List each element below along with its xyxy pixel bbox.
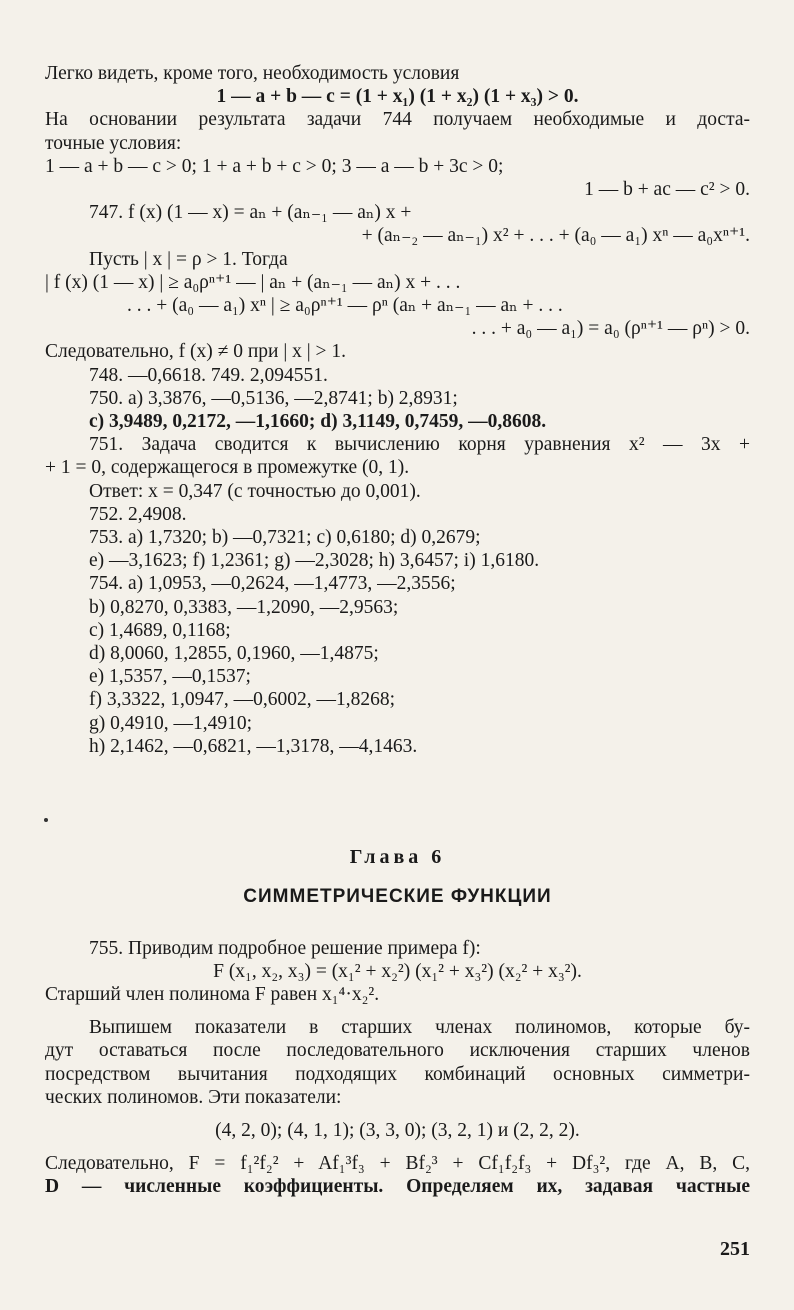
ink-dot [44,818,48,822]
chapter-heading: Глава 6 [349,846,446,869]
formula-line: + (aₙ₋₂ — aₙ₋₁) x² + . . . + (a₀ — a₁) xⁿ — a₀xⁿ⁺¹. [361,225,750,247]
text-line: ческих полиномов. Эти показатели: [45,1086,342,1108]
answer-line: 750. a) 3,3876, —0,5136, —2,8741; b) 2,8931; [89,387,458,409]
text-line: D — численные коэффициенты. Определяем их, задавая частные [45,1176,750,1198]
answer-line: 753. a) 1,7320; b) —0,7321; c) 0,6180; d) 0,2679; [89,527,481,549]
answer-line: e) —3,1623; f) 1,2361; g) —2,3028; h) 3,6457; i) 1,6180. [89,550,540,572]
text-line: 751. Задача сводится к вычислению корня уравнения x² — 3x + [89,434,750,456]
formula-line: (4, 2, 0); (4, 1, 1); (3, 3, 0); (3, 2, 1) и (2, 2, 2). [215,1119,580,1141]
answer-line: d) 8,0060, 1,2855, 0,1960, —1,4875; [89,643,379,665]
text-line: Следовательно, F = f₁²f₂² + Af₁³f₃ + Bf₂³ + Cf₁f₂f₃ + Df₃², где A, B, C, [45,1153,750,1175]
answer-line: h) 2,1462, —0,6821, —1,3178, —4,1463. [89,735,418,757]
answer-line: g) 0,4910, —1,4910; [89,712,253,734]
answer-line: 754. a) 1,0953, —0,2624, —1,4773, —2,3556; [89,573,456,595]
answer-line: e) 1,5357, —0,1537; [89,666,251,688]
answer-line: c) 3,9489, 0,2172, —1,1660; d) 3,1149, 0,7459, —0,8608. [89,411,547,433]
page-body [45,62,750,1199]
formula-line: 747. f (x) (1 — x) = aₙ + (aₙ₋₁ — aₙ) x + [89,202,412,224]
text-line: На основании результата задачи 744 получаем необходимые и доста- [45,109,750,131]
answer-line: 748. —0,6618. 749. 2,094551. [89,364,328,386]
text-line: + 1 = 0, содержащегося в промежутке (0, 1). [45,457,410,479]
formula-line: . . . + a₀ — a₁) = a₀ (ρⁿ⁺¹ — ρⁿ) > 0. [471,318,750,340]
answer-line: 752. 2,4908. [89,503,187,525]
answer-line: c) 1,4689, 0,1168; [89,619,231,641]
formula-line: . . . + (a₀ — a₁) xⁿ | ≥ a₀ρⁿ⁺¹ — ρⁿ (aₙ + aₙ₋₁ — aₙ + . . . [127,295,563,317]
text-line: Легко видеть, кроме того, необходимость условия [45,63,460,84]
formula-line: 1 — a + b — c = (1 + x₁) (1 + x₂) (1 + x₃) > 0. [216,86,579,108]
text-line: Пусть | x | = ρ > 1. Тогда [89,248,288,270]
text-line: точные условия: [45,132,182,154]
formula-line: F (x₁, x₂, x₃) = (x₁² + x₂²) (x₁² + x₃²) (x₂² + x₃²). [213,960,582,982]
text-line: Старший член полинома F равен x₁⁴·x₂². [45,983,380,1005]
text-line: Выпишем показатели в старших членах полиномов, которые бу- [89,1017,750,1039]
text-line: Следовательно, f (x) ≠ 0 при | x | > 1. [45,341,347,363]
formula-line: 1 — a + b — c > 0; 1 + a + b + c > 0; 3 — a — b + 3c > 0; [45,155,504,177]
answer-line: f) 3,3322, 1,0947, —0,6002, —1,8268; [89,689,396,711]
page-number: 251 [720,1238,750,1260]
chapter-title: СИММЕТРИЧЕСКИЕ ФУНКЦИИ [243,886,552,908]
answer-line: b) 0,8270, 0,3383, —1,2090, —2,9563; [89,596,399,618]
answer-line: Ответ: x = 0,347 (с точностью до 0,001). [89,480,421,502]
text-line: посредством вычитания подходящих комбинаций основных симметри- [45,1063,750,1085]
formula-line: 1 — b + ac — c² > 0. [584,179,750,201]
text-line: 755. Приводим подробное решение примера f): [89,937,481,959]
text-line: дут оставаться после последовательного исключения старших членов [45,1040,750,1062]
formula-line: | f (x) (1 — x) | ≥ a₀ρⁿ⁺¹ — | aₙ + (aₙ₋₁ — aₙ) x + . . . [45,271,461,293]
